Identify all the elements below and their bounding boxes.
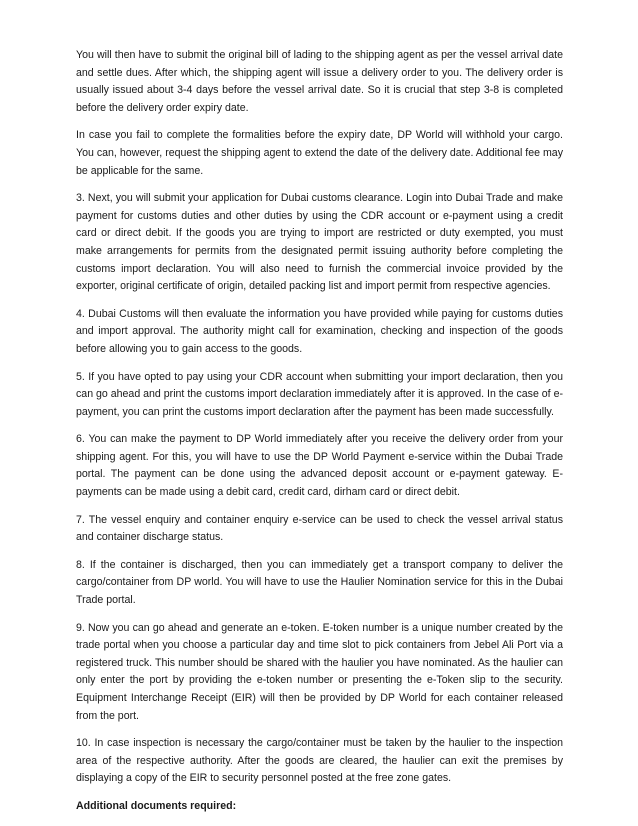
section-heading: Additional documents required: [76, 799, 237, 812]
paragraph-step-4: 4. Dubai Customs will then evaluate the information you have provided while paying for customs duties and import approval. The authority might call for examination, checking and inspection of the goods before allowing you to gain access to the goods. [76, 307, 563, 355]
paragraph-step-6: 6. You can make the payment to DP World immediately after you receive the delivery order from your shipping agent. For this, you will have to use the DP World Payment e-service within the Dubai Trade portal. The payment can be done using the advanced deposit account or e-payment gateway. E-payments can be made using a debit card, credit card, dirham card or direct debit. [76, 433, 563, 499]
paragraph-step-9: 9. Now you can go ahead and generate an e-token. E-token number is a unique number created by the trade portal when you choose a particular day and time slot to pick containers from Jebel Ali Port via a registered truck. This number should be shared with the haulier you have nominated. As the haulier can only enter the port by providing the e-token number or presenting the e-Token slip to the security. Equipment Interchange Receipt (EIR) will then be provided by DP World for each container released from the port. [76, 621, 563, 722]
paragraph-step-5: 5. If you have opted to pay using your CDR account when submitting your import declaration, then you can go ahead and print the customs import declaration immediately after it is approved. In the case of e-payment, you can print the customs import declaration after the payment has been made successfully. [76, 370, 563, 418]
paragraph-step-10: 10. In case inspection is necessary the cargo/container must be taken by the haulier to the inspection area of the respective authority. After the goods are cleared, the haulier can exit the premises by displaying a copy of the EIR to security personnel posted at the free zone gates. [76, 737, 563, 785]
paragraph-step-7: 7. The vessel enquiry and container enquiry e-service can be used to check the vessel arrival status and container discharge status. [76, 513, 563, 544]
paragraph-expiry: In case you fail to complete the formalities before the expiry date, DP World will withhold your cargo. You can, however, request the shipping agent to extend the date of the delivery date. Additional fee may be applicable for the same. [76, 129, 563, 177]
paragraph-bill-of-lading: You will then have to submit the original bill of lading to the shipping agent as per the vessel arrival date and settle dues. After which, the shipping agent will issue a delivery order to you. The delivery order is usually issued about 3-4 days before the vessel arrival date. So it is crucial that step 3-8 is completed before the delivery order expiry date. [76, 49, 563, 114]
document-page [76, 47, 563, 816]
paragraph-step-8: 8. If the container is discharged, then you can immediately get a transport company to deliver the cargo/container from DP world. You will have to use the Haulier Nomination service for this in the Dubai Trade portal. [76, 558, 563, 607]
paragraph-step-3: 3. Next, you will submit your application for Dubai customs clearance. Login into Dubai Trade and make payment for customs duties and other duties by using the CDR account or e-payment using a credit card or direct debit. If the goods you are trying to import are restricted or duty exempted, you must make arrangements for permits from the designated permit issuing authority before completing the customs import declaration. You will also need to furnish the commercial invoice provided by the exporter, original certificate of origin, detailed packing list and import permit from respective agencies. [76, 192, 563, 293]
